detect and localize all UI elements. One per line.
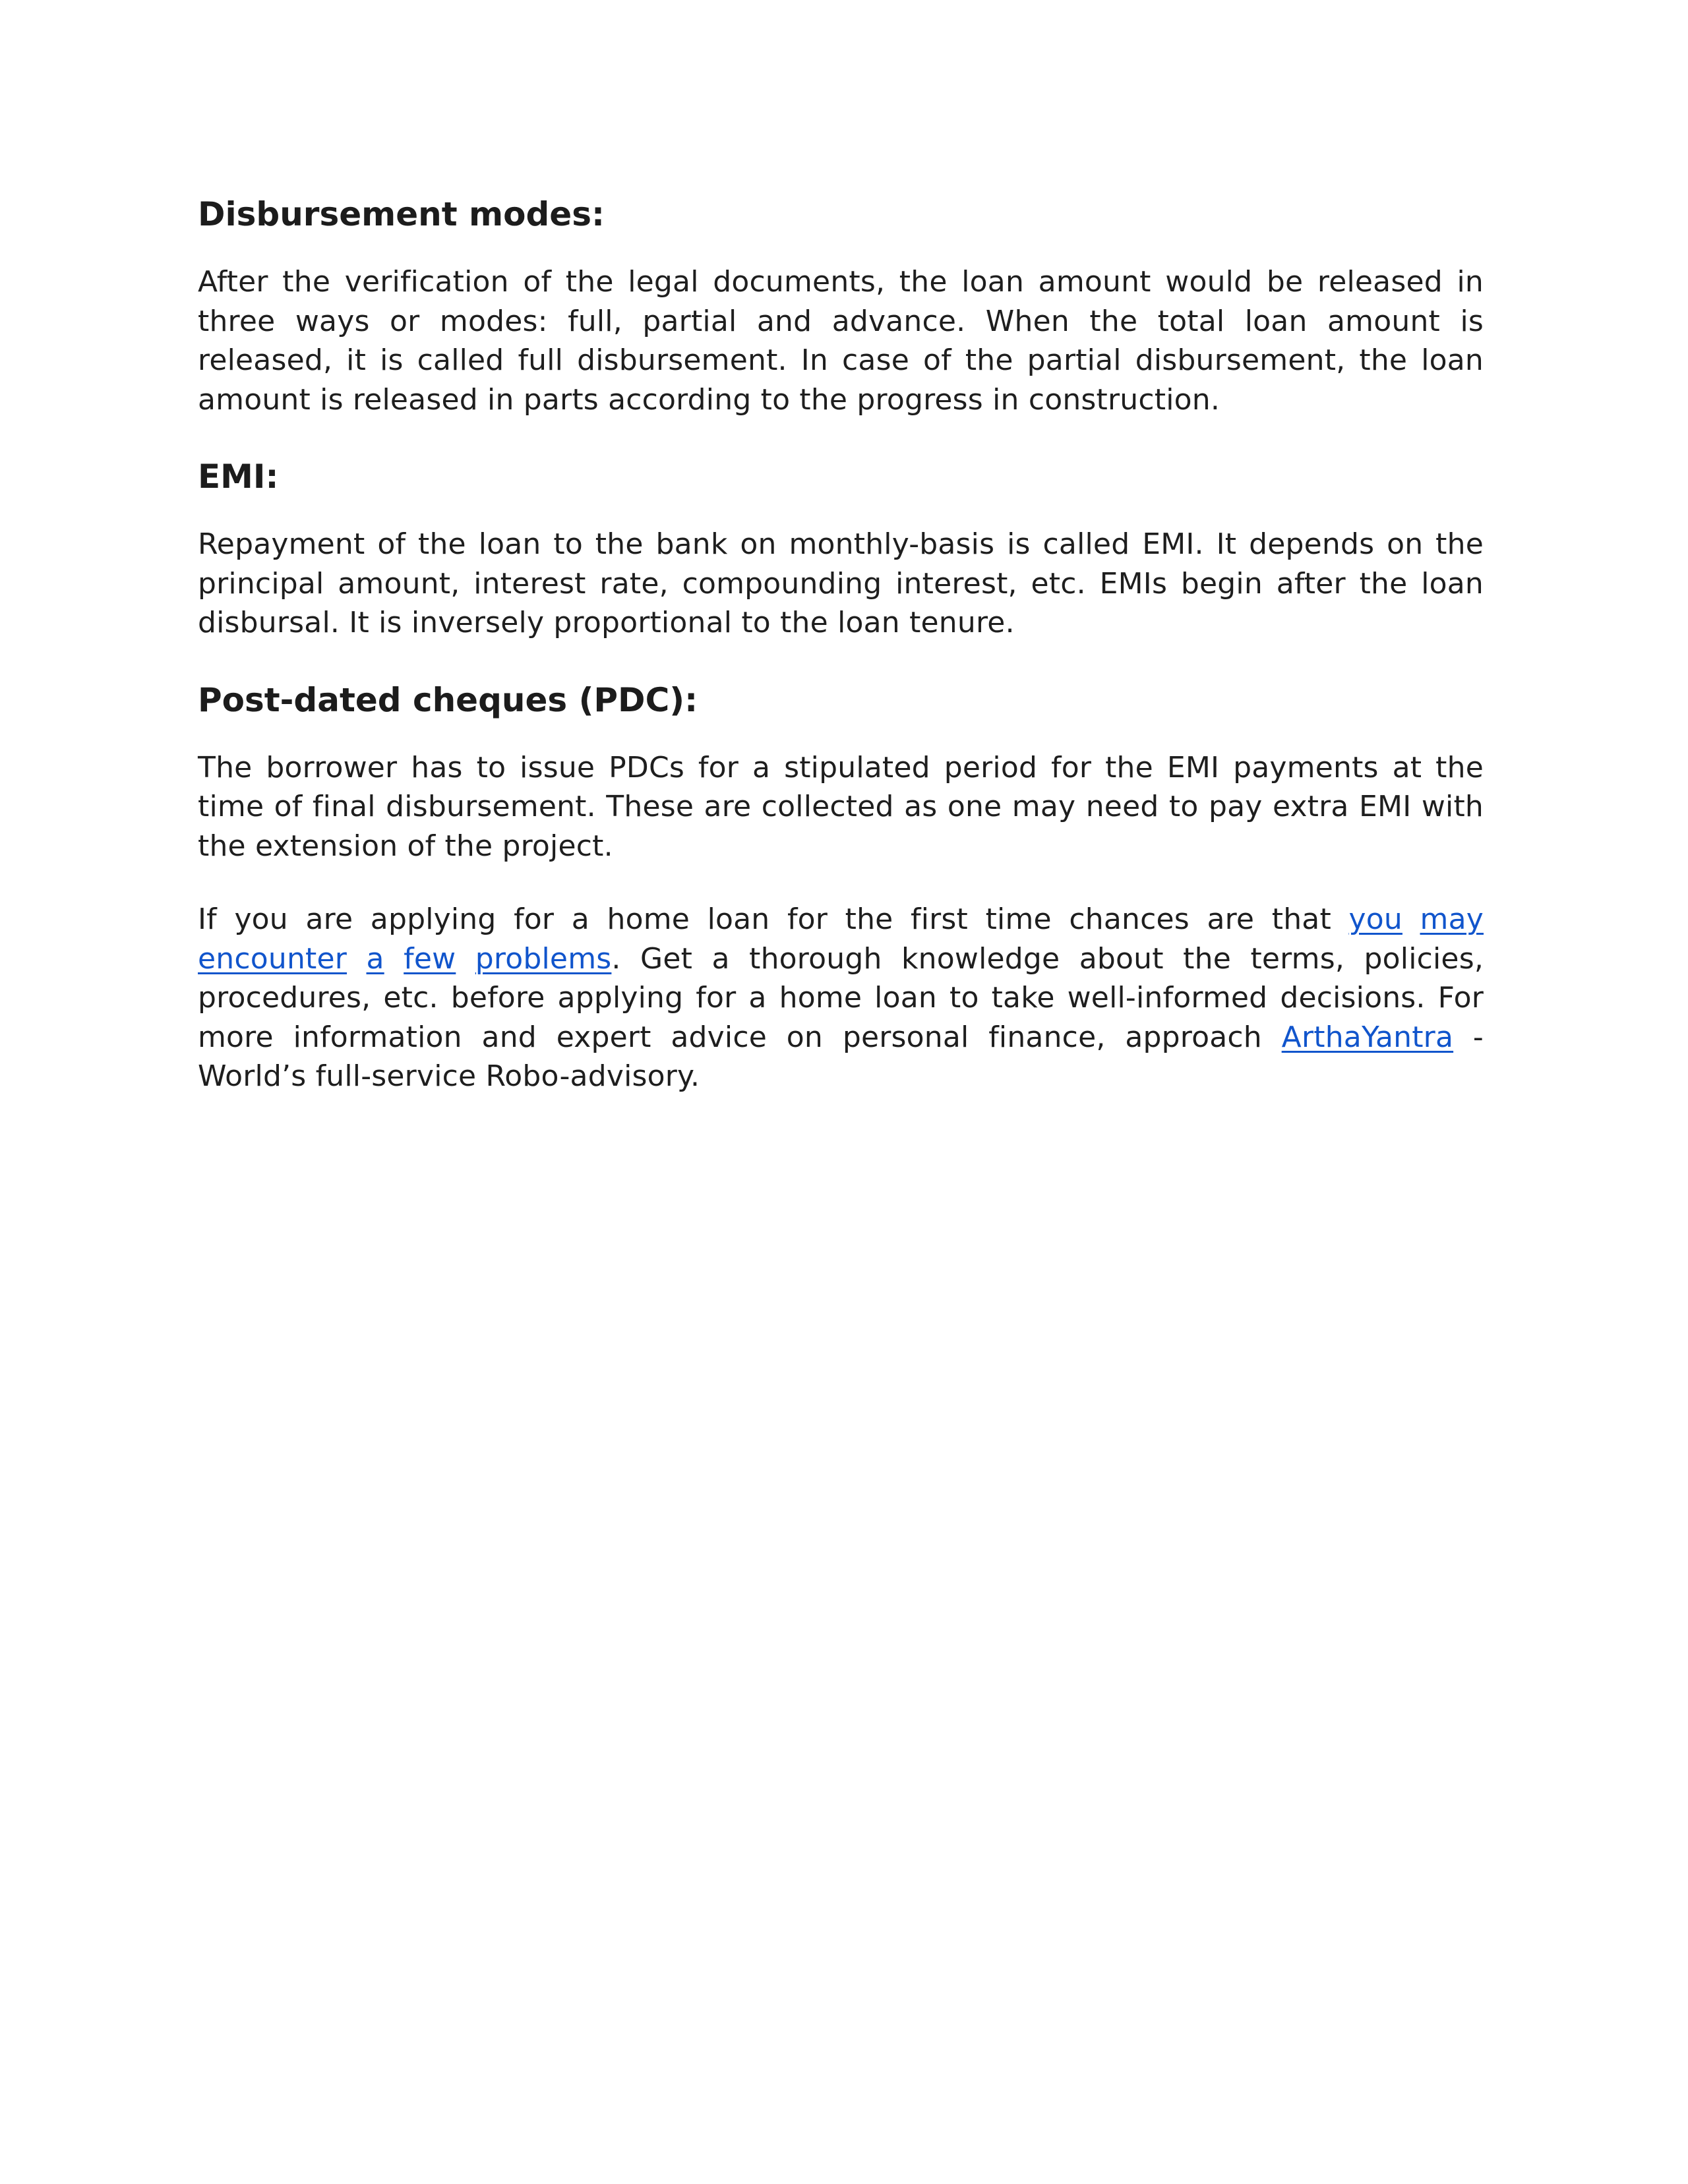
heading-disbursement-modes: Disbursement modes: (198, 195, 605, 233)
paragraph-disbursement-modes: After the verification of the legal documents, the loan amount would be released in three ways or modes: full, partial and advance. When the total loan amount is released, it is called full disbursement. In case of the partial disbursement, the loan amount is released in parts according to the progress in construction. (198, 265, 1484, 417)
heading-emi: EMI: (198, 457, 279, 496)
closing-text-2: . Get a thorough knowledge about the terms, policies, procedures, etc. before applying for a home loan to take well-informed decisions. For more information and expert advice on personal finance, approach (198, 941, 1484, 1054)
document-page (198, 191, 1484, 1131)
heading-post-dated-cheques: Post-dated cheques (PDC): (198, 680, 698, 719)
paragraph-post-dated-cheques: The borrower has to issue PDCs for a stipulated period for the EMI payments at the time of final disbursement. These are collected as one may need to pay extra EMI with the extension of the project. (198, 750, 1484, 863)
link-may[interactable]: may (1420, 902, 1484, 936)
link-arthayantra[interactable]: ArthaYantra (1281, 1020, 1454, 1054)
link-problems[interactable]: problems (475, 941, 612, 976)
link-you[interactable]: you (1348, 902, 1402, 936)
link-a[interactable]: a (366, 941, 384, 976)
link-encounter[interactable]: encounter (198, 941, 347, 976)
link-few[interactable]: few (404, 941, 456, 976)
paragraph-emi: Repayment of the loan to the bank on monthly-basis is called EMI. It depends on the principal amount, interest rate, compounding interest, etc. EMIs begin after the loan disbursal. It is inversely proportional to the loan tenure. (198, 527, 1484, 639)
closing-text-3: - World’s full-service Robo-advisory. (198, 1020, 1484, 1093)
closing-text-1: If you are applying for a home loan for the first time chances are that (198, 902, 1349, 936)
paragraph-closing (198, 900, 1484, 1096)
